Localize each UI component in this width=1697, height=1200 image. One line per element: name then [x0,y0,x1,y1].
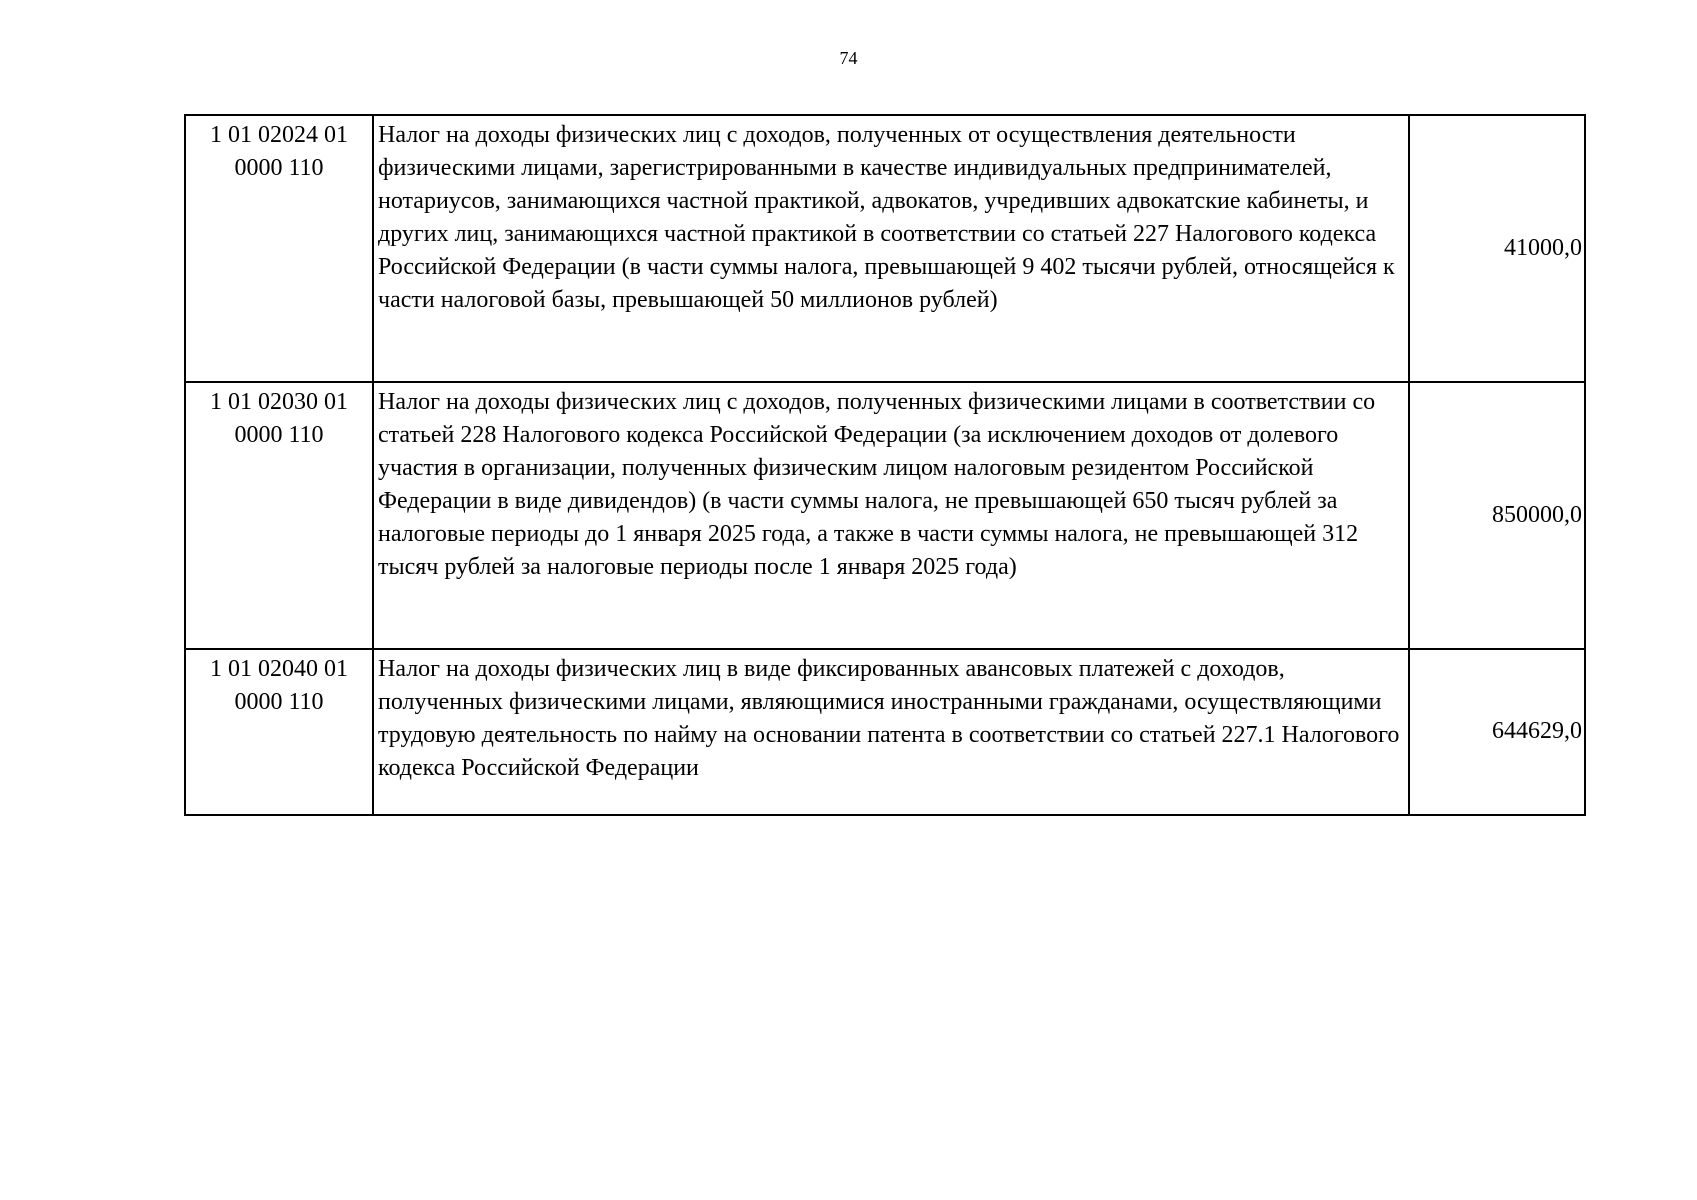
table-row [185,115,1585,382]
revenue-description-cell: Налог на доходы физических лиц в виде фиксированных авансовых платежей с доходов, полученных физическими лицами, являющимися иностранными гражданами, осуществляющими трудовую деятельность по найму на основании патента в соответствии со статьей 227.1 Налогового кодекса Российской Федерации [373,649,1409,815]
amount-cell: 850000,0 [1409,382,1585,649]
revenue-description-cell: Налог на доходы физических лиц с доходов, полученных физическими лицами в соответствии со статьей 228 Налогового кодекса Российской Федерации (за исключением доходов от долевого участия в организации, полученных физическим лицом налоговым резидентом Российской Федерации в виде дивидендов) (в части суммы налога, не превышающей 650 тысяч рублей за налоговые периоды до 1 января 2025 года, а также в части суммы налога, не превышающей 312 тысяч рублей за налоговые периоды после 1 января 2025 года) [373,382,1409,649]
amount-cell: 41000,0 [1409,115,1585,382]
budget-code-cell: 1 01 02024 01 0000 110 [185,115,373,382]
page-number: 74 [839,48,858,68]
table-row [185,649,1585,815]
budget-revenue-table [184,114,1586,816]
budget-code-cell: 1 01 02030 01 0000 110 [185,382,373,649]
revenue-description-cell: Налог на доходы физических лиц с доходов, полученных от осуществления деятельности физическими лицами, зарегистрированными в качестве индивидуальных предпринимателей, нотариусов, занимающихся частной практикой, адвокатов, учредивших адвокатские кабинеты, и других лиц, занимающихся частной практикой в соответствии со статьей 227 Налогового кодекса Российской Федерации (в части суммы налога, превышающей 9 402 тысячи рублей, относящейся к части налоговой базы, превышающей 50 миллионов рублей) [373,115,1409,382]
table-row [185,382,1585,649]
budget-code-cell: 1 01 02040 01 0000 110 [185,649,373,815]
amount-cell: 644629,0 [1409,649,1585,815]
